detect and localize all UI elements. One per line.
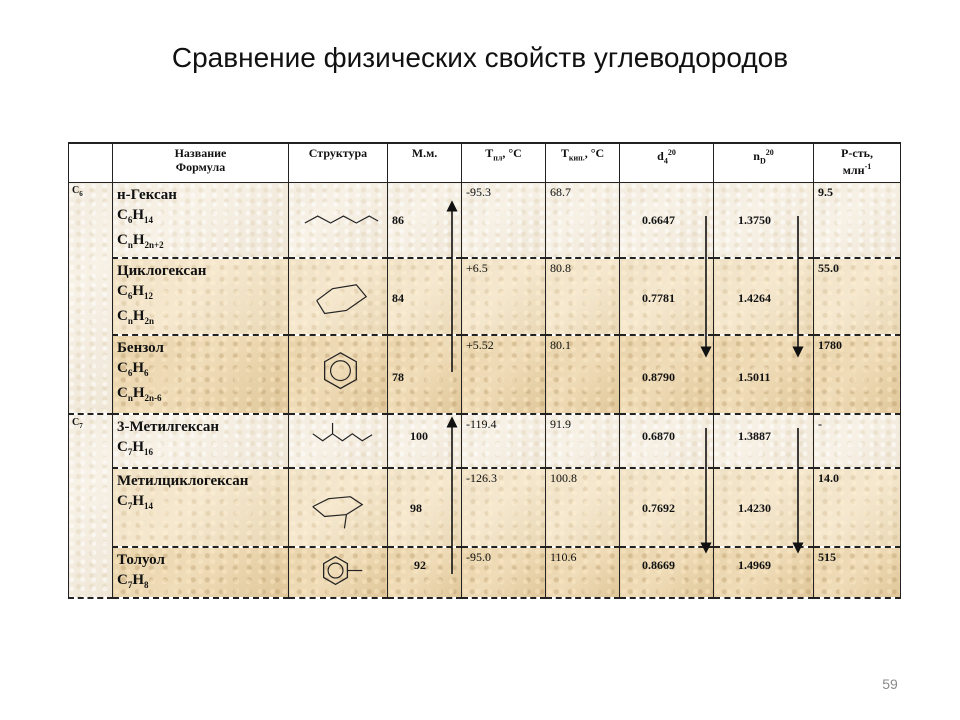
- table-row-methylhexane: [69, 414, 901, 467]
- solubility-cell: 55.0: [814, 258, 901, 335]
- group-c7-sub: 7: [79, 422, 83, 431]
- formula-element: H: [132, 283, 145, 299]
- zigzag-chain-icon: [289, 183, 387, 257]
- boiling-point-cell: 91.9: [546, 414, 620, 467]
- compound-name: Циклогексан: [117, 263, 207, 279]
- page-number: 59: [882, 676, 898, 692]
- slide-title: Сравнение физических свойств углеводородов: [171, 42, 789, 73]
- mw-cell: [388, 183, 462, 259]
- structure-cell: [289, 414, 388, 467]
- header-tb-main: Т: [560, 146, 569, 160]
- boiling-point-cell: 110.6: [546, 547, 620, 598]
- mw-value: 92: [414, 558, 426, 573]
- mw-cell: [388, 468, 462, 547]
- name-cell: [113, 414, 289, 467]
- table-row-hexane: [69, 183, 901, 259]
- header-n-sup: 20: [765, 148, 774, 157]
- formula-element: C: [117, 232, 128, 248]
- formula-element: C: [117, 308, 128, 324]
- header-melting-point: [462, 143, 546, 183]
- formula-subscript: 7: [127, 500, 133, 511]
- mw-value: 86: [392, 213, 404, 227]
- formula-subscript: 6: [127, 368, 133, 379]
- header-name: [113, 143, 289, 183]
- density-cell: [620, 414, 714, 467]
- formula-subscript: 2n: [144, 316, 155, 326]
- compound-name: Толуол: [117, 552, 165, 569]
- formula-subscript: 6: [144, 368, 149, 379]
- formula-subscript: n: [127, 316, 133, 326]
- structure-cell: [289, 547, 388, 598]
- refractive-index-cell: [714, 547, 814, 598]
- formula-subscript: 2n+2: [144, 240, 164, 250]
- name-cell: [113, 547, 289, 598]
- structure-cell: [289, 183, 388, 259]
- mw-cell: [388, 335, 462, 414]
- melting-point-cell: -95.0: [462, 547, 546, 598]
- compound-formula: [117, 437, 284, 462]
- density-cell: [620, 258, 714, 335]
- header-group: [69, 143, 113, 183]
- structure-cell: [289, 468, 388, 547]
- refractive-index-cell: [714, 468, 814, 547]
- density-value: 0.7781: [642, 291, 675, 305]
- compound-name: 3-Метилгексан: [117, 419, 220, 436]
- mw-cell: [388, 547, 462, 598]
- formula-element: C: [117, 492, 128, 509]
- chair-cyclohexane-icon: [289, 259, 387, 334]
- group-c6-main: C: [72, 185, 80, 196]
- formula-subscript: 14: [144, 500, 154, 511]
- boiling-point-cell: 68.7: [546, 183, 620, 259]
- formula-subscript: 14: [144, 215, 154, 225]
- formula-element: C: [117, 283, 128, 299]
- group-cell-c7: [69, 414, 113, 598]
- general-formula: [117, 230, 284, 255]
- header-name-line1: Название: [174, 146, 227, 160]
- table-row-toluene: [69, 547, 901, 598]
- solubility-cell: 1780: [814, 335, 901, 414]
- group-c6-sub: 6: [79, 190, 83, 198]
- solubility-cell: 9.5: [814, 183, 901, 259]
- boiling-point-cell: 100.8: [546, 468, 620, 547]
- methylcyclohexane-chair-icon: [289, 469, 387, 546]
- compound-formula: [117, 358, 284, 383]
- header-solubility: [814, 143, 901, 183]
- density-cell: [620, 183, 714, 259]
- density-cell: [620, 547, 714, 598]
- header-tb-sub: кип.: [568, 153, 585, 163]
- density-value: 0.6647: [642, 213, 675, 227]
- density-value: 0.7692: [642, 500, 675, 515]
- toluene-ring-icon: [289, 548, 387, 597]
- formula-subscript: 2n-6: [144, 393, 162, 404]
- compound-name: Бензол: [117, 340, 164, 357]
- header-p-line2: млн: [842, 163, 865, 177]
- density-value: 0.6870: [642, 429, 675, 444]
- header-p-line1: Р-сть,: [841, 146, 873, 160]
- formula-element: H: [132, 232, 145, 248]
- header-mw: М.м.: [388, 143, 462, 183]
- compound-formula: [117, 205, 284, 230]
- melting-point-cell: +6.5: [462, 258, 546, 335]
- refractive-index-value: 1.4230: [738, 500, 771, 515]
- melting-point-cell: -126.3: [462, 468, 546, 547]
- structure-cell: [289, 258, 388, 335]
- density-cell: [620, 335, 714, 414]
- boiling-point-cell: 80.1: [546, 335, 620, 414]
- refractive-index-cell: [714, 414, 814, 467]
- header-tb-unit: , °С: [584, 146, 605, 160]
- name-cell: [113, 183, 289, 259]
- formula-element: C: [117, 439, 128, 456]
- boiling-point-cell: 80.8: [546, 258, 620, 335]
- header-refractive-index: [714, 143, 814, 183]
- header-d-main: d: [657, 149, 664, 163]
- melting-point-cell: -119.4: [462, 414, 546, 467]
- melting-point-cell: +5.52: [462, 335, 546, 414]
- formula-element: C: [117, 207, 128, 223]
- formula-element: C: [117, 385, 128, 402]
- benzene-ring-icon: [289, 336, 387, 413]
- properties-table-container: [68, 142, 900, 591]
- formula-element: C: [117, 572, 128, 589]
- refractive-index-cell: [714, 183, 814, 259]
- mw-value: 98: [410, 500, 422, 515]
- header-boiling-point: [546, 143, 620, 183]
- header-tm-sub: пл: [493, 153, 503, 163]
- header-d-sub: 4: [663, 156, 668, 166]
- refractive-index-value: 1.4264: [738, 291, 771, 305]
- name-cell: [113, 468, 289, 547]
- table-row-cyclohexane: [69, 258, 901, 335]
- mw-value: 100: [410, 429, 428, 444]
- branched-chain-icon: [289, 415, 387, 466]
- refractive-index-value: 1.4969: [738, 558, 771, 573]
- header-row: [69, 143, 901, 183]
- table-row-benzene: [69, 335, 901, 414]
- mw-value: 78: [392, 370, 404, 385]
- header-density: [620, 143, 714, 183]
- header-structure: Структура: [289, 143, 388, 183]
- formula-element: H: [132, 360, 145, 377]
- formula-subscript: 8: [144, 580, 149, 591]
- compound-name: Метилциклогексан: [117, 472, 249, 489]
- melting-point-cell: -95.3: [462, 183, 546, 259]
- name-cell: [113, 258, 289, 335]
- mw-cell: [388, 414, 462, 467]
- formula-subscript: 16: [144, 447, 154, 458]
- formula-subscript: 6: [127, 291, 133, 301]
- compound-formula: [117, 491, 284, 516]
- general-formula: [117, 383, 284, 408]
- formula-subscript: 7: [127, 580, 133, 591]
- refractive-index-cell: [714, 258, 814, 335]
- solubility-cell: 515: [814, 547, 901, 598]
- formula-element: H: [132, 385, 145, 402]
- density-cell: [620, 468, 714, 547]
- mw-value: 84: [392, 291, 404, 305]
- header-d-sup: 20: [667, 148, 676, 157]
- solubility-cell: 14.0: [814, 468, 901, 547]
- header-p-sup: -1: [864, 162, 872, 171]
- formula-subscript: 7: [127, 447, 133, 458]
- header-name-line2: Формула: [175, 160, 226, 174]
- formula-element: H: [132, 492, 145, 509]
- header-tm-unit: , °С: [502, 146, 522, 160]
- table-row-methylcyclohexane: [69, 468, 901, 547]
- group-c7-main: C: [72, 417, 80, 429]
- name-cell: [113, 335, 289, 414]
- general-formula: [117, 306, 284, 331]
- properties-table: [68, 142, 901, 599]
- group-cell-c6: [69, 183, 113, 415]
- refractive-index-value: 1.5011: [738, 370, 771, 385]
- formula-element: C: [117, 360, 128, 377]
- formula-element: H: [132, 439, 145, 456]
- formula-subscript: n: [127, 393, 133, 404]
- density-value: 0.8669: [642, 558, 675, 573]
- refractive-index-value: 1.3750: [738, 213, 771, 227]
- formula-subscript: 12: [144, 291, 154, 301]
- formula-element: H: [132, 308, 145, 324]
- header-n-main: n: [753, 149, 760, 163]
- mw-cell: [388, 258, 462, 335]
- refractive-index-value: 1.3887: [738, 429, 771, 444]
- refractive-index-cell: [714, 335, 814, 414]
- header-tm-main: Т: [485, 146, 494, 160]
- solubility-cell: -: [814, 414, 901, 467]
- compound-formula: [117, 570, 284, 595]
- formula-element: H: [132, 207, 145, 223]
- formula-element: H: [132, 572, 145, 589]
- structure-cell: [289, 335, 388, 414]
- formula-subscript: 6: [127, 215, 133, 225]
- header-n-sub: D: [759, 156, 766, 166]
- compound-formula: [117, 281, 284, 306]
- density-value: 0.8790: [642, 370, 675, 385]
- formula-subscript: n: [127, 240, 133, 250]
- compound-name: н-Гексан: [117, 187, 177, 203]
